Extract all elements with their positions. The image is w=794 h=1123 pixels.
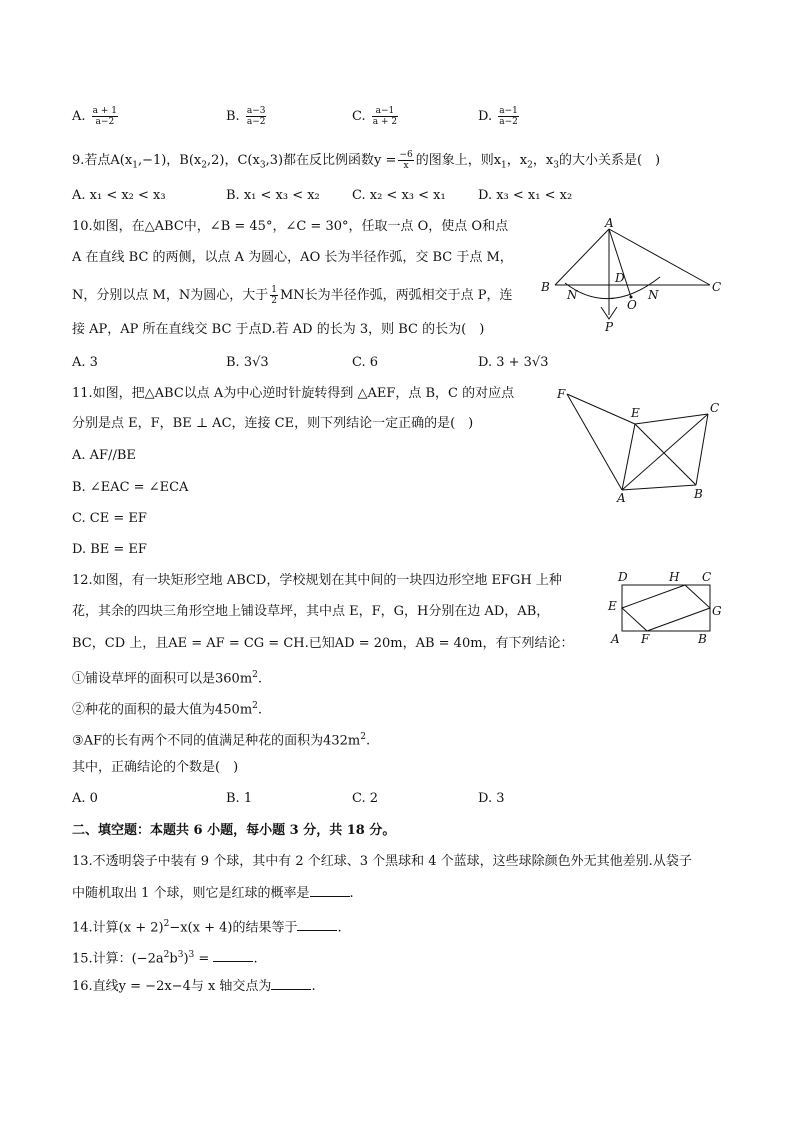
q12-question-end: 其中，正确结论的个数是( ) [72,760,239,775]
q10-option-b: B. 3√3 [226,355,269,370]
label-d: D [618,570,628,584]
q10-line-1: 10.如图，在△ABC中，∠B = 45°，∠C = 30°，任取一点 O，使点 O和点 [72,219,509,234]
q14-text: −x(x + 4)的结果等于 [169,920,298,936]
q15-text: b [169,951,178,967]
q15-end: . [253,951,258,967]
subscript: 3 [259,160,266,171]
numerator: a + 1 [92,106,118,116]
q9-stem [72,150,660,175]
q11-line-2: 分别是点 E，F，BE ⊥ AC，连接 CE，则下列结论一定正确的是( ) [72,416,474,431]
q11-option-b: B. ∠EAC = ∠ECA [72,480,189,495]
q10-option-a: A. 3 [72,355,98,370]
label-c: C [712,280,722,294]
denominator: a−2 [246,117,266,127]
q12-option-a: A. 0 [72,791,98,806]
label-o: O [627,298,637,312]
line-ec [635,414,708,424]
q15-text: = [194,951,210,967]
line-fa [567,394,622,490]
q9-option-c: C. x₂ < x₃ < x₁ [352,188,446,203]
q9-stem-part: ，x [506,153,528,168]
q12-conclusion-text: . [365,733,371,749]
denominator: 2 [271,296,277,306]
q10-figure [535,215,735,335]
subscript: 1 [501,160,507,171]
superscript: 2 [360,732,366,742]
q9-option-d: D. x₃ < x₁ < x₂ [478,188,573,203]
q8-option-d-fraction [498,106,519,127]
q8-option-b [226,106,268,127]
q12-conclusion-text: ③AF的长有两个不同的值满足种花的面积为432m [72,733,361,749]
numerator: a−1 [499,106,518,116]
q9-stem-part: ,2)，C(x [207,153,260,168]
q11-option-c: C. CE = EF [72,511,147,526]
q12-option-c: C. 2 [352,791,379,806]
q8-option-b-fraction [246,106,267,127]
q8-option-c-label: C. [352,109,366,124]
label-a: A [617,491,626,505]
label-p: P [605,320,614,334]
q8-option-d [478,106,521,127]
q8-option-c [352,106,400,127]
denominator: a−2 [95,117,115,127]
q10-line-2: A 在直线 BC 的两侧，以点 A 为圆心，AO 长为半径作弧，交 BC 于点 M， [72,250,513,265]
q12-conclusion-text: ②种花的面积的最大值为450m [72,702,253,718]
q10-line-4: 接 AP，AP 所在直线交 BC 于点D.若 AD 的长为 3，则 BC 的长为( ) [72,322,485,337]
q12-line-2: 花，其余的四块三角形空地上铺设草坪，其中点 E，F，G，H分别在边 AD，AB， [72,604,550,619]
q15 [72,946,258,968]
q14 [72,915,342,937]
q11-line-1: 11.如图，把△ABC以点 A为中心逆时针旋转得到 △AEF，点 B，C 的对应点 [72,386,515,401]
q9-stem-part: ,−1)，B(x [137,153,202,168]
answer-blank[interactable] [213,949,253,962]
q8-option-a-label: A. [72,109,86,124]
subscript: 2 [201,160,207,171]
q11-option-d: D. BE = EF [72,542,147,557]
q13-line-2 [72,884,354,903]
subscript: 1 [132,160,138,171]
q15-text: 15.计算：(−2a [72,951,164,967]
label-b: B [698,632,707,646]
q10-option-d: D. 3 + 3√3 [478,355,549,370]
q9-option-b: B. x₁ < x₃ < x₂ [226,188,320,203]
subscript: 2 [527,160,533,171]
q10-line-3 [72,285,513,306]
line-fe [567,394,635,424]
line-ab [555,229,609,285]
q16 [72,977,316,996]
q12-conclusion-text: . [257,702,263,718]
section-2-heading: 二、填空题：本题共 6 小题，每小题 3 分，共 18 分。 [72,823,396,838]
q16-text: 16.直线y = −2x−4与 x 轴交点为 [72,979,272,994]
label-f: F [557,387,566,401]
q9-stem-part: 9.若点A(x [72,153,133,168]
q12-conclusion-text: . [257,671,263,687]
superscript: 3 [188,950,195,960]
q13-end: . [349,886,354,901]
q10-line-3-part: N，分别以点 M，N为圆心，大于 [72,288,269,303]
superscript: 2 [252,670,258,680]
label-g: G [712,604,722,618]
answer-blank[interactable] [310,884,350,897]
q12-option-b: B. 1 [226,791,253,806]
label-e: E [608,599,617,613]
q12-conclusion-1 [72,666,262,688]
q8-option-c-fraction [372,106,398,127]
q13-line-1: 13.不透明袋子中装有 9 个球，其中有 2 个红球、3 个黑球和 4 个蓝球，这些球除颜色外无其他差别.从袋子 [72,854,692,869]
label-a: A [605,216,614,230]
answer-blank[interactable] [297,918,337,931]
q9-stem-part: 的图象上，则x [415,153,502,168]
q15-text: ) [183,951,189,967]
denominator: x [403,161,409,171]
q14-text: 14.计算(x + 2) [72,920,164,936]
subscript: 3 [553,160,559,171]
q11-option-a: A. AF//BE [72,448,136,463]
q12-line-3: BC，CD 上，且AE = AF = CG = CH.已知AD = 20m，AB = 40m，有下列结论： [72,636,574,651]
label-c: C [702,570,712,584]
q14-end: . [337,920,342,936]
arc-mn [565,277,660,299]
q12-line-1: 12.如图，有一块矩形空地 ABCD，学校规划在其中间的一块四边形空地 EFGH 上种 [72,573,562,588]
label-b: B [541,280,550,294]
label-c: C [710,401,720,415]
q9-stem-part: 的大小关系是( ) [558,153,661,168]
numerator: −6 [399,150,413,160]
q12-conclusion-text: ①铺设草坪的面积可以是360m [72,671,253,687]
q8-option-a-fraction [92,106,118,127]
superscript: 2 [163,950,170,960]
q10-line-3-part: MN长为半径作弧，两弧相交于点 P，连 [279,288,513,303]
numerator: a−3 [246,106,266,116]
q13-text: 中随机取出 1 个球，则它是红球的概率是 [72,886,310,901]
numerator: a−1 [372,106,398,117]
q16-end: . [311,979,316,994]
q8-option-a [72,106,120,127]
q9-stem-part: ,3)都在反比例函数y = [265,153,397,168]
q12-figure [604,568,729,648]
q8-option-b-label: B. [226,109,240,124]
superscript: 2 [163,919,170,929]
denominator: a−2 [499,117,518,127]
q10-option-c: C. 6 [352,355,379,370]
line-ab [622,485,696,490]
superscript: 2 [252,701,258,711]
q12-conclusion-3 [72,728,370,750]
q8-option-d-label: D. [478,109,493,124]
label-h: H [669,570,680,584]
numerator: 1 [271,285,277,295]
answer-blank[interactable] [271,977,311,990]
q10-fraction [270,285,278,306]
label-f: F [641,632,650,646]
label-n-right: N [648,288,659,302]
q9-option-a: A. x₁ < x₂ < x₃ [72,188,166,203]
q9-fraction [398,150,413,171]
superscript: 3 [177,950,184,960]
label-d: D [615,271,625,285]
q12-conclusion-2 [72,697,262,719]
label-e: E [631,406,640,420]
label-b: B [694,487,703,501]
q11-figure [555,384,735,506]
label-n-left: N [567,288,578,302]
q9-stem-part: ，x [532,153,554,168]
quad-efgh [622,585,710,631]
q12-option-d: D. 3 [478,791,505,806]
denominator: a + 2 [372,117,398,127]
line-cb [696,414,708,485]
label-a: A [611,632,620,646]
